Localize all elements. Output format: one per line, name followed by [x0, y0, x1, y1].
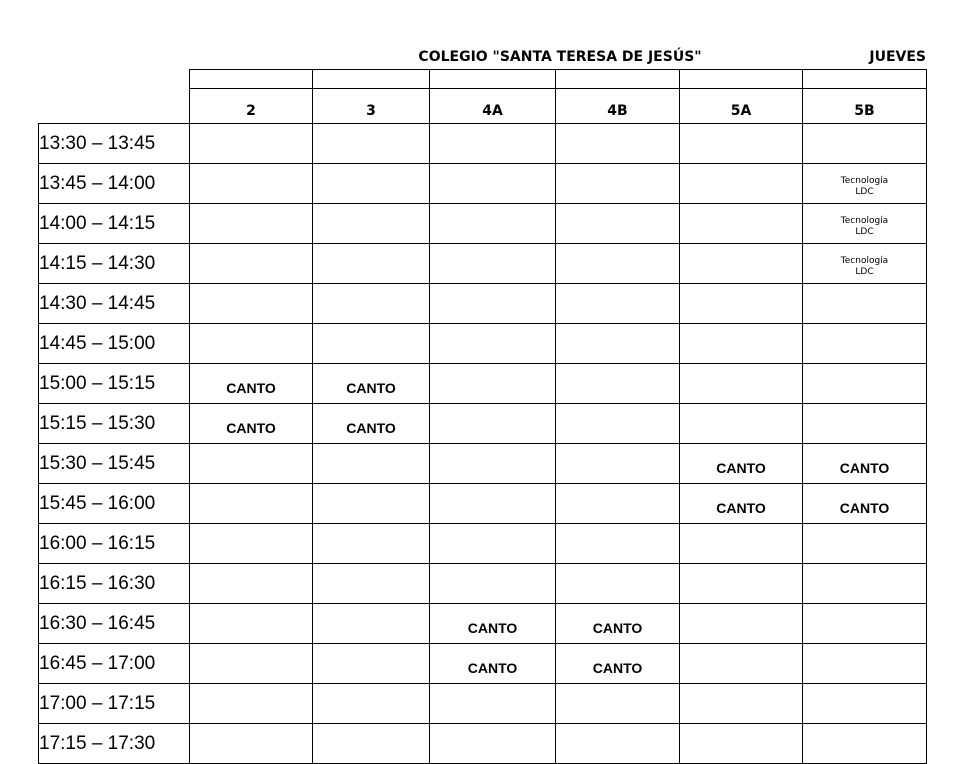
schedule-cell	[556, 524, 680, 564]
time-label: 15:15 – 15:30	[39, 404, 190, 444]
schedule-cell	[430, 364, 556, 404]
schedule-cell	[313, 244, 430, 284]
schedule-cell	[803, 524, 927, 564]
schedule-cell	[680, 484, 803, 524]
schedule-cell	[680, 524, 803, 564]
schedule-cell	[430, 244, 556, 284]
spacer-cell	[430, 70, 556, 89]
time-slot-row	[39, 724, 927, 764]
schedule-cell	[190, 244, 313, 284]
schedule-cell	[680, 684, 803, 724]
schedule-cell	[556, 684, 680, 724]
schedule-cell	[680, 124, 803, 164]
time-label: 15:30 – 15:45	[39, 444, 190, 484]
schedule-cell	[556, 164, 680, 204]
schedule-cell	[556, 404, 680, 444]
schedule-cell	[313, 124, 430, 164]
schedule-cell	[430, 204, 556, 244]
schedule-cell	[313, 564, 430, 604]
time-label: 16:15 – 16:30	[39, 564, 190, 604]
schedule-cell	[190, 284, 313, 324]
activity-label: CANTO	[592, 660, 643, 676]
header-row	[39, 89, 927, 124]
schedule-cell	[680, 364, 803, 404]
time-slot-row	[39, 204, 927, 244]
time-slot-row	[39, 444, 927, 484]
column-header: 2	[190, 89, 313, 124]
activity-label: CANTO	[716, 500, 766, 516]
time-slot-row	[39, 164, 927, 204]
time-label: 15:45 – 16:00	[39, 484, 190, 524]
schedule-cell	[680, 164, 803, 204]
schedule-cell	[190, 324, 313, 364]
subject-label: Tecnología LDC	[840, 256, 889, 277]
time-slot-row	[39, 324, 927, 364]
time-label: 16:30 – 16:45	[39, 604, 190, 644]
schedule-cell	[803, 684, 927, 724]
schedule-cell	[803, 604, 927, 644]
schedule-cell	[556, 484, 680, 524]
column-header: 3	[313, 89, 430, 124]
spacer-cell	[190, 70, 313, 89]
schedule-cell	[556, 644, 680, 684]
spacer-cell	[680, 70, 803, 89]
schedule-cell	[430, 684, 556, 724]
spacer-cell	[803, 70, 927, 89]
day-title: JUEVES	[869, 49, 926, 65]
schedule-cell	[190, 524, 313, 564]
schedule-cell	[803, 204, 927, 244]
schedule-cell	[430, 524, 556, 564]
schedule-cell	[430, 324, 556, 364]
time-slot-row	[39, 524, 927, 564]
column-header: 4A	[430, 89, 556, 124]
schedule-cell	[803, 404, 927, 444]
schedule-cell	[190, 204, 313, 244]
time-label: 14:30 – 14:45	[39, 284, 190, 324]
schedule-cell	[803, 724, 927, 764]
schedule-cell	[190, 564, 313, 604]
schedule-cell	[190, 444, 313, 484]
schedule-cell	[313, 644, 430, 684]
schedule-cell	[556, 364, 680, 404]
schedule-cell	[680, 284, 803, 324]
schedule-cell	[680, 404, 803, 444]
schedule-cell	[680, 444, 803, 484]
activity-label: CANTO	[592, 620, 643, 636]
school-title: COLEGIO "SANTA TERESA DE JESÚS"	[418, 49, 702, 65]
schedule-cell	[430, 724, 556, 764]
time-slot-row	[39, 124, 927, 164]
activity-label: CANTO	[346, 420, 396, 436]
time-slot-row	[39, 404, 927, 444]
spacer-cell	[313, 70, 430, 89]
schedule-cell	[803, 564, 927, 604]
time-slot-row	[39, 284, 927, 324]
activity-label: CANTO	[346, 380, 396, 396]
time-slot-row	[39, 564, 927, 604]
schedule-cell	[556, 204, 680, 244]
time-label: 14:45 – 15:00	[39, 324, 190, 364]
time-label: 16:00 – 16:15	[39, 524, 190, 564]
column-header: 5A	[680, 89, 803, 124]
time-slot-row	[39, 604, 927, 644]
corner-cell	[39, 70, 190, 89]
schedule-cell	[313, 484, 430, 524]
schedule-cell	[556, 324, 680, 364]
schedule-cell	[430, 444, 556, 484]
schedule-cell	[313, 404, 430, 444]
schedule-cell	[430, 404, 556, 444]
schedule-cell	[556, 124, 680, 164]
time-slot-row	[39, 244, 927, 284]
schedule-cell	[803, 484, 927, 524]
spacer-cell	[556, 70, 680, 89]
column-header: 4B	[556, 89, 680, 124]
schedule-cell	[430, 164, 556, 204]
time-label: 17:15 – 17:30	[39, 724, 190, 764]
schedule-cell	[680, 204, 803, 244]
schedule-cell	[556, 444, 680, 484]
schedule-cell	[680, 644, 803, 684]
schedule-cell	[190, 164, 313, 204]
schedule-cell	[680, 324, 803, 364]
schedule-cell	[313, 164, 430, 204]
schedule-cell	[556, 724, 680, 764]
schedule-cell	[430, 564, 556, 604]
subject-label: Tecnología LDC	[840, 176, 889, 197]
schedule-cell	[313, 204, 430, 244]
time-slot-row	[39, 364, 927, 404]
schedule-cell	[430, 284, 556, 324]
schedule-cell	[313, 284, 430, 324]
corner-cell	[39, 89, 190, 124]
schedule-cell	[430, 644, 556, 684]
schedule-cell	[680, 564, 803, 604]
time-label: 15:00 – 15:15	[39, 364, 190, 404]
schedule-cell	[430, 124, 556, 164]
schedule-cell	[430, 604, 556, 644]
schedule-cell	[190, 644, 313, 684]
activity-label: CANTO	[716, 460, 766, 476]
schedule-cell	[190, 604, 313, 644]
schedule-cell	[556, 604, 680, 644]
activity-label: CANTO	[467, 620, 518, 636]
schedule-cell	[803, 324, 927, 364]
schedule-cell	[556, 244, 680, 284]
spacer-row	[39, 70, 927, 89]
time-label: 14:15 – 14:30	[39, 244, 190, 284]
schedule-cell	[313, 524, 430, 564]
schedule-cell	[803, 364, 927, 404]
schedule-cell	[313, 444, 430, 484]
schedule-cell	[803, 124, 927, 164]
schedule-cell	[313, 364, 430, 404]
schedule-cell	[803, 444, 927, 484]
schedule-cell	[803, 284, 927, 324]
time-label: 17:00 – 17:15	[39, 684, 190, 724]
time-label: 13:30 – 13:45	[39, 124, 190, 164]
schedule-cell	[556, 564, 680, 604]
activity-label: CANTO	[226, 380, 276, 396]
subject-label: Tecnología LDC	[840, 216, 889, 237]
schedule-cell	[190, 684, 313, 724]
schedule-cell	[680, 244, 803, 284]
schedule-cell	[313, 604, 430, 644]
schedule-cell	[430, 484, 556, 524]
schedule-cell	[190, 724, 313, 764]
activity-label: CANTO	[467, 660, 518, 676]
time-slot-row	[39, 644, 927, 684]
schedule-cell	[190, 484, 313, 524]
activity-label: CANTO	[839, 500, 890, 516]
time-label: 16:45 – 17:00	[39, 644, 190, 684]
schedule-cell	[680, 724, 803, 764]
time-slot-row	[39, 684, 927, 724]
schedule-cell	[803, 164, 927, 204]
schedule-table	[38, 69, 927, 764]
schedule-cell	[313, 324, 430, 364]
time-label: 14:00 – 14:15	[39, 204, 190, 244]
schedule-cell	[803, 244, 927, 284]
schedule-cell	[803, 644, 927, 684]
time-slot-row	[39, 484, 927, 524]
activity-label: CANTO	[226, 420, 276, 436]
time-label: 13:45 – 14:00	[39, 164, 190, 204]
schedule-cell	[190, 404, 313, 444]
schedule-cell	[313, 724, 430, 764]
schedule-cell	[556, 284, 680, 324]
schedule-cell	[680, 604, 803, 644]
activity-label: CANTO	[839, 460, 890, 476]
schedule-cell	[313, 684, 430, 724]
schedule-cell	[190, 124, 313, 164]
column-header: 5B	[803, 89, 927, 124]
schedule-cell	[190, 364, 313, 404]
